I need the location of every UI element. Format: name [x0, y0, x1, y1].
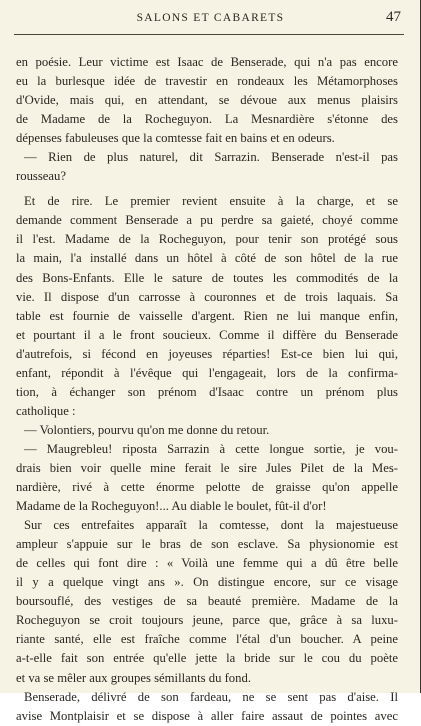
text-line: la main, l'a installé dans un hôtel à côté de son hôtel de la rue	[16, 251, 398, 266]
text-line: d'Ovide, mais qui, en attendant, se dévoue aux menus plaisirs	[16, 93, 398, 108]
text-line: riante santé, elle est fraîche comme l'étal d'un boucher. A peine	[16, 632, 398, 647]
text-line: avise Montplaisir et se dispose à aller faire assaut de pointes avec	[16, 708, 398, 723]
page-number: 47	[386, 9, 401, 25]
text-line: d'autrefois, si fécond en joyeuses réparties! Est-ce bien lui qui,	[16, 346, 398, 361]
text-line: Benserade, délivré de son fardeau, ne se sent pas d'aise. Il	[24, 689, 398, 704]
text-line: a-t-elle fait son entrée qu'elle jette la bride sur le cou du poète	[16, 651, 398, 666]
text-line: — Volontiers, pourvu qu'on me donne du retour.	[24, 422, 270, 437]
text-line: boursouflé, des vestiges de sa beauté première. Madame de la	[16, 594, 398, 609]
text-line: en poésie. Leur victime est Isaac de Benserade, qui n'a pas encore	[16, 55, 398, 69]
text-line: de celles qui font dire : « Voilà une femme qui a dû être belle	[16, 556, 398, 571]
text-line: — Rien de plus naturel, dit Sarrazin. Benserade n'est-il pas	[24, 150, 398, 165]
text-line: rousseau?	[16, 169, 67, 184]
text-line: Et de rire. Le premier revient ensuite à la charge, et se	[24, 194, 398, 209]
text-line: Madame de la Rocheguyon!... Au diable le boulet, fût-il d'or!	[16, 499, 327, 514]
body-text	[16, 53, 398, 726]
text-line: demande comment Benserade a pu perdre sa gaieté, choyé comme	[16, 213, 398, 228]
text-line: vie. Il dispose d'un carrosse à couronnes et de trois laquais. Sa	[16, 289, 398, 304]
text-line: Rocheguyon se croit toujours jeune, parce que, grâce à sa luxu-	[16, 613, 398, 628]
text-line: eu la burlesque idée de travestir en rondeaux les Métamorphoses	[16, 74, 398, 89]
text-line: et pourtant il a le front soucieux. Comme il diffère du Benserade	[16, 327, 398, 342]
text-line: tion, à échanger son prénom d'Isaac contre un prénom plus	[16, 384, 398, 399]
text-line: ampleur s'appuie sur le bras de son esclave. Sa physionomie est	[16, 537, 398, 552]
text-line: — Maugrebleu! riposta Sarrazin à cette longue sortie, je vou-	[24, 441, 398, 456]
text-line: catholique :	[16, 403, 76, 418]
text-line: il y a quelque vingt ans ». On distingue encore, sur ce visage	[16, 575, 398, 590]
text-line: des Bons-Enfants. Elle le sature de toutes les commodités de la	[16, 270, 398, 285]
text-line: et va se mêler aux groupes sémillants du fond.	[16, 670, 252, 685]
running-header	[0, 10, 421, 28]
text-line: dépenses fabuleuses que la comtesse fait en bains et en odeurs.	[16, 131, 335, 146]
text-line: nardière, rivé à cette énorme pelotte de graisse qu'on appelle	[16, 480, 398, 495]
header-rule	[14, 34, 404, 35]
text-line: Sur ces entrefaites apparaît la comtesse, dont la majestueuse	[24, 518, 398, 533]
text-line: drais bien voir quelle mine ferait le sire Jules Pilet de la Mes-	[16, 460, 398, 475]
text-line: enfant, répondit à l'évêque qui l'engageait, lors de la confirma-	[16, 365, 398, 380]
running-title: SALONS ET CABARETS	[136, 12, 285, 24]
text-line: table est fournie de vaisselle d'argent. Rien ne lui manque enfin,	[16, 308, 398, 323]
text-line: de Madame de la Rocheguyon. La Mesnardière s'étonne des	[16, 112, 398, 127]
text-line: il l'est. Madame de la Rocheguyon, pour tenir son protégé sous	[16, 232, 398, 247]
